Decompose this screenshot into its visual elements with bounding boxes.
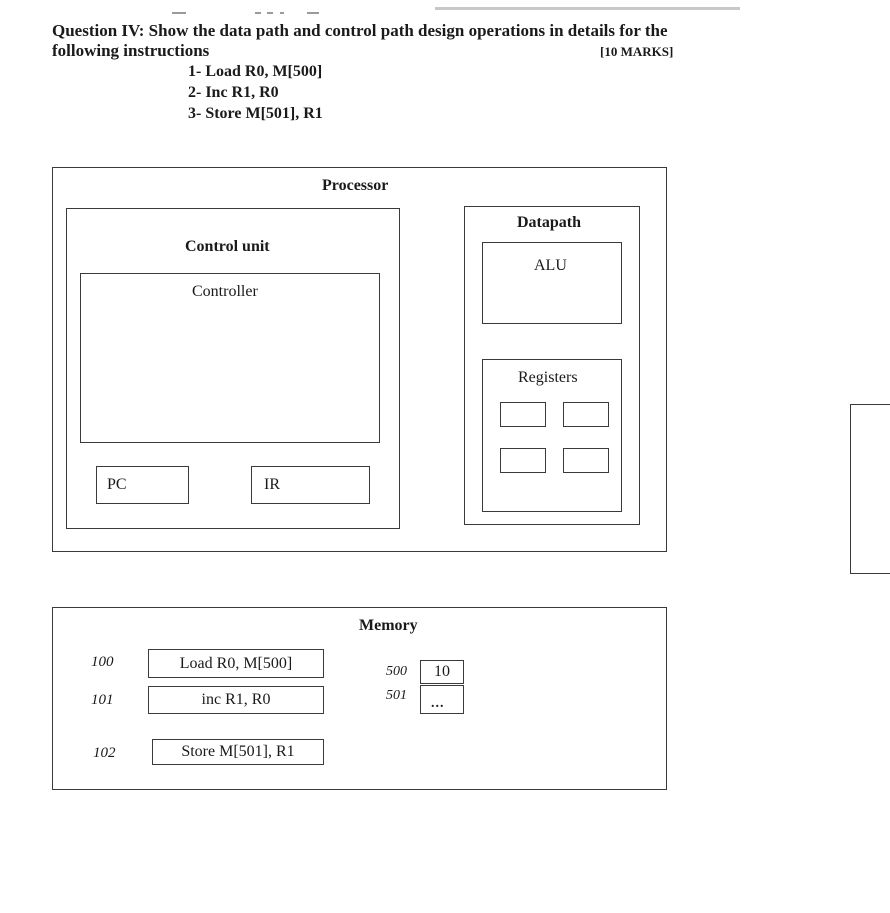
scribble-mark bbox=[267, 12, 273, 14]
scribble-mark bbox=[255, 12, 261, 14]
pc-register-box bbox=[96, 466, 189, 504]
memory-address: 101 bbox=[91, 692, 114, 708]
controller-label: Controller bbox=[192, 283, 258, 300]
control-unit-title: Control unit bbox=[185, 238, 270, 255]
ir-register-box bbox=[251, 466, 370, 504]
register-cell bbox=[500, 448, 546, 473]
scribble-mark bbox=[307, 12, 319, 14]
register-cell bbox=[500, 402, 546, 427]
alu-box bbox=[482, 242, 622, 324]
memory-cell-content: Load R0, M[500] bbox=[179, 655, 293, 672]
memory-title: Memory bbox=[359, 617, 418, 634]
registers-label: Registers bbox=[518, 369, 578, 386]
memory-cell-content: inc R1, R0 bbox=[201, 691, 271, 708]
memory-address: 100 bbox=[91, 654, 114, 670]
register-cell bbox=[563, 402, 609, 427]
data-address: 500 bbox=[386, 664, 407, 679]
processor-title: Processor bbox=[322, 177, 389, 194]
instruction-item: 2- Inc R1, R0 bbox=[188, 84, 279, 101]
question-subtitle: following instructions bbox=[52, 41, 210, 60]
pc-label: PC bbox=[107, 476, 127, 493]
controller-box bbox=[80, 273, 380, 443]
cropped-side-box bbox=[850, 404, 890, 574]
register-cell bbox=[563, 448, 609, 473]
question-title: Question IV: Show the data path and control path design operations in details for the bbox=[52, 21, 668, 40]
instruction-item: 3- Store M[501], R1 bbox=[188, 105, 323, 122]
memory-cell bbox=[148, 649, 324, 678]
scribble-mark bbox=[280, 12, 284, 14]
alu-label: ALU bbox=[534, 257, 567, 274]
data-cell bbox=[420, 660, 464, 684]
memory-address: 102 bbox=[93, 745, 116, 761]
ir-label: IR bbox=[264, 476, 280, 493]
memory-cell-content: Store M[501], R1 bbox=[181, 743, 295, 760]
top-gray-line bbox=[435, 7, 740, 10]
data-address: 501 bbox=[386, 688, 407, 703]
data-cell bbox=[420, 685, 464, 714]
memory-cell bbox=[152, 739, 324, 765]
datapath-title: Datapath bbox=[517, 214, 582, 231]
marks-label: [10 MARKS] bbox=[600, 44, 674, 59]
scribble-mark bbox=[172, 12, 186, 14]
memory-box bbox=[52, 607, 667, 790]
data-cell-value: ... bbox=[431, 696, 445, 711]
registers-box bbox=[482, 359, 622, 512]
instruction-item: 1- Load R0, M[500] bbox=[188, 63, 323, 80]
data-cell-value: 10 bbox=[434, 663, 450, 680]
memory-cell bbox=[148, 686, 324, 714]
